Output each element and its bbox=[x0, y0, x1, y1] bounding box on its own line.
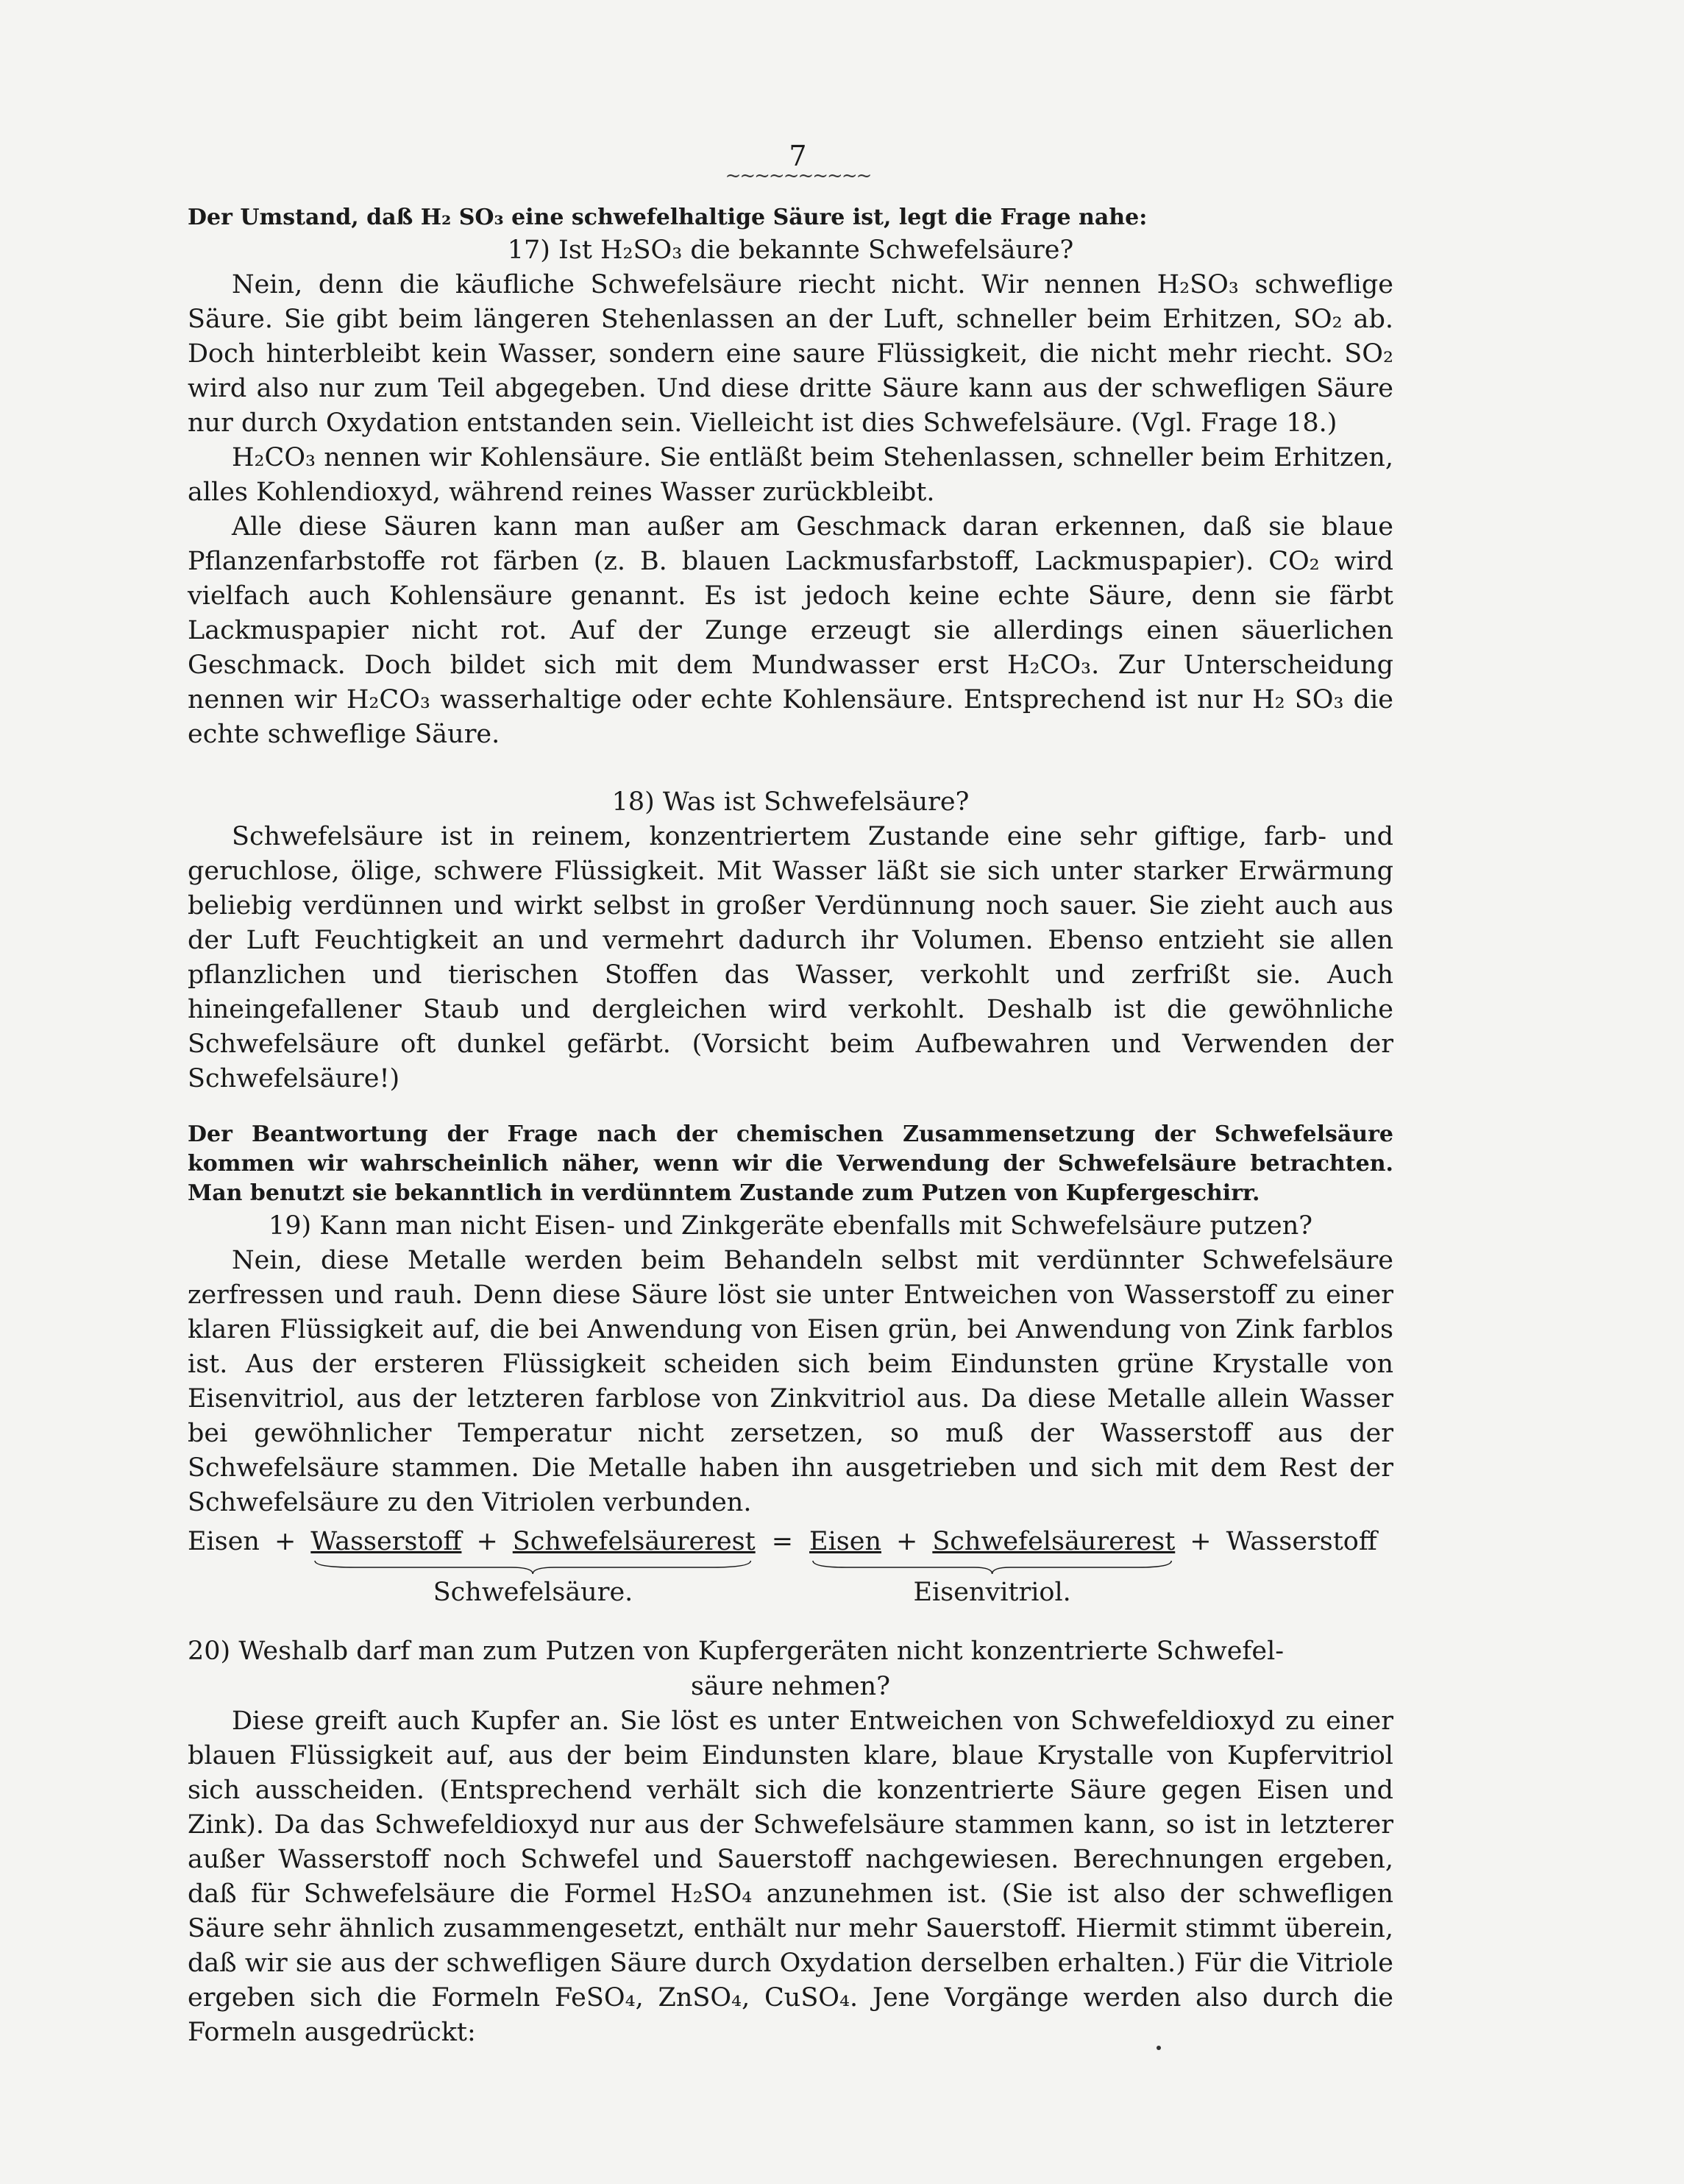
scan-speck bbox=[1157, 2046, 1161, 2050]
reaction-equation bbox=[188, 1525, 1393, 1610]
question-20-paragraph-1: Diese greift auch Kupfer an. Sie löst es unter Entweichen von Schwefeldioxyd zu einer blauen Flüssigkeit auf, aus der beim Eindunsten klare, blaue Krystalle von Kupfervitriol sich ausscheiden. (Entsprechend verhält sich die konzentrierte Säure gegen Eisen und Zink). Da das Schwefeldioxyd nur aus der Schwefelsäure stammen kann, so ist in letzterer außer Wasserstoff noch Schwefel und Sauerstoff nachgewiesen. Berechnungen ergeben, daß für Schwefelsäure die Formel H₂SO₄ anzunehmen ist. (Sie ist also der schwefligen Säure sehr ähnlich zusammengesetzt, enthält nur mehr Sauerstoff. Hiermit stimmt überein, daß wir sie aus der schwefligen Säure durch Oxydation derselben erhalten.) Für die Vitriole ergeben sich die Formeln FeSO₄, ZnSO₄, CuSO₄. Jene Vorgänge werden also durch die Formeln ausgedrückt: bbox=[188, 1706, 1393, 2047]
question-18-title: 18) Was ist Schwefelsäure? bbox=[611, 787, 970, 817]
question-17-paragraph-3: Alle diese Säuren kann man außer am Geschmack daran erkennen, daß sie blaue Pflanzenfarbstoffe rot färben (z. B. blauen Lackmusfarbstoff, Lackmuspapier). CO₂ wird vielfach auch Kohlensäure genannt. Es ist jedoch keine echte Säure, denn sie färbt Lackmuspapier nicht rot. Auf der Zunge erzeugt sie allerdings einen säuerlichen Geschmack. Doch bildet sich mit dem Mundwasser erst H₂CO₃. Zur Unterscheidung nennen wir H₂CO₃ wasserhaltige oder echte Kohlensäure. Entsprechend ist nur H₂ SO₃ die echte schweflige Säure. bbox=[188, 512, 1393, 749]
eq-brace-iron-vitriol bbox=[809, 1525, 1175, 1610]
eq-term-sulfate-rest-2: Schwefelsäurerest bbox=[932, 1527, 1176, 1556]
page-number-ornament: ~~~~~~~~~~ bbox=[725, 165, 871, 187]
eq-term-sulfate-rest: Schwefelsäurerest bbox=[512, 1527, 756, 1556]
eq-plus: + bbox=[896, 1527, 918, 1556]
question-19-title: 19) Kann man nicht Eisen- und Zinkgeräte ebenfalls mit Schwefelsäure putzen? bbox=[268, 1211, 1313, 1241]
underbrace-1 bbox=[310, 1559, 755, 1575]
eq-brace-sulfuric-acid bbox=[310, 1525, 755, 1610]
question-17-paragraph-2: H₂CO₃ nennen wir Kohlensäure. Sie entläßt beim Stehenlassen, schneller beim Erhitzen, alles Kohlendioxyd, während reines Wasser zurückbleibt. bbox=[188, 443, 1393, 507]
eq-term-hydrogen: Wasserstoff bbox=[310, 1527, 462, 1556]
intro-note: Der Umstand, daß H₂ SO₃ eine schwefelhaltige Säure ist, legt die Frage nahe: bbox=[188, 205, 1148, 230]
eq-equals: = bbox=[771, 1527, 794, 1556]
mid-note: Der Beantwortung der Frage nach der chemischen Zusammensetzung der Schwefelsäure kommen wir wahrscheinlich näher, wenn wir die Verwendung der Schwefelsäure betrachten. Man benutzt sie bekanntlich in verdünntem Zustande zum Putzen von Kupfergeschirr. bbox=[188, 1121, 1393, 1206]
eq-term-hydrogen-2: Wasserstoff bbox=[1226, 1527, 1377, 1556]
eq-plus: + bbox=[1190, 1527, 1212, 1556]
question-18-paragraph-1: Schwefelsäure ist in reinem, konzentriertem Zustande eine sehr giftige, farb- und geruchlose, ölige, schwere Flüssigkeit. Mit Wasser läßt sie sich unter starker Erwärmung beliebig verdünnen und wirkt selbst in großer Verdünnung noch sauer. Sie zieht auch aus der Luft Feuchtigkeit an und vermehrt dadurch ihr Volumen. Ebenso entzieht sie allen pflanzlichen und tierischen Stoffen das Wasser, verkohlt und zerfrißt sie. Auch hineingefallener Staub und dergleichen wird verkohlt. Deshalb ist die gewöhnliche Schwefelsäure oft dunkel gefärbt. (Vorsicht beim Aufbewahren und Verwenden der Schwefelsäure!) bbox=[188, 822, 1393, 1093]
underbrace-2 bbox=[809, 1559, 1175, 1575]
brace-label-iron-vitriol: Eisenvitriol. bbox=[913, 1578, 1071, 1607]
eq-plus: + bbox=[476, 1527, 498, 1556]
brace-label-sulfuric-acid: Schwefelsäure. bbox=[433, 1578, 633, 1607]
eq-plus: + bbox=[274, 1527, 296, 1556]
question-19-paragraph-1: Nein, diese Metalle werden beim Behandeln selbst mit verdünnter Schwefelsäure zerfressen und rauh. Denn diese Säure löst sie unter Entweichen von Wasserstoff zu einer klaren Flüssigkeit auf, die bei Anwendung von Eisen grün, bei Anwendung von Zink farblos ist. Aus der ersteren Flüssigkeit scheiden sich beim Eindunsten grüne Krystalle von Eisenvitriol, aus der letzteren farblose von Zinkvitriol aus. Da diese Metalle allein Wasser bei gewöhnlicher Temperatur nicht zersetzen, so muß der Wasserstoff aus der Schwefelsäure stammen. Die Metalle haben ihn ausgetrieben und sich mit dem Rest der Schwefelsäure zu den Vitriolen verbunden. bbox=[188, 1246, 1393, 1517]
page-number: 7 bbox=[789, 140, 807, 172]
question-20-title-line-1: 20) Weshalb darf man zum Putzen von Kupfergeräten nicht konzentrierte Schwefel- bbox=[188, 1637, 1285, 1666]
question-17-paragraph-1: Nein, denn die käufliche Schwefelsäure riecht nicht. Wir nennen H₂SO₃ schweflige Säure. Sie gibt beim längeren Stehenlassen an der Luft, schneller beim Erhitzen, SO₂ ab. Doch hinterbleibt kein Wasser, sondern eine saure Flüssigkeit, die nicht mehr riecht. SO₂ wird also nur zum Teil abgegeben. Und diese dritte Säure kann aus der schwefligen Säure nur durch Oxydation entstanden sein. Vielleicht ist dies Schwefelsäure. (Vgl. Frage 18.) bbox=[188, 270, 1393, 438]
eq-term-iron: Eisen bbox=[188, 1527, 260, 1556]
question-17-title: 17) Ist H₂SO₃ die bekannte Schwefelsäure? bbox=[507, 235, 1074, 265]
question-20-title-line-2: säure nehmen? bbox=[691, 1672, 890, 1701]
eq-term-iron-2: Eisen bbox=[809, 1527, 881, 1556]
